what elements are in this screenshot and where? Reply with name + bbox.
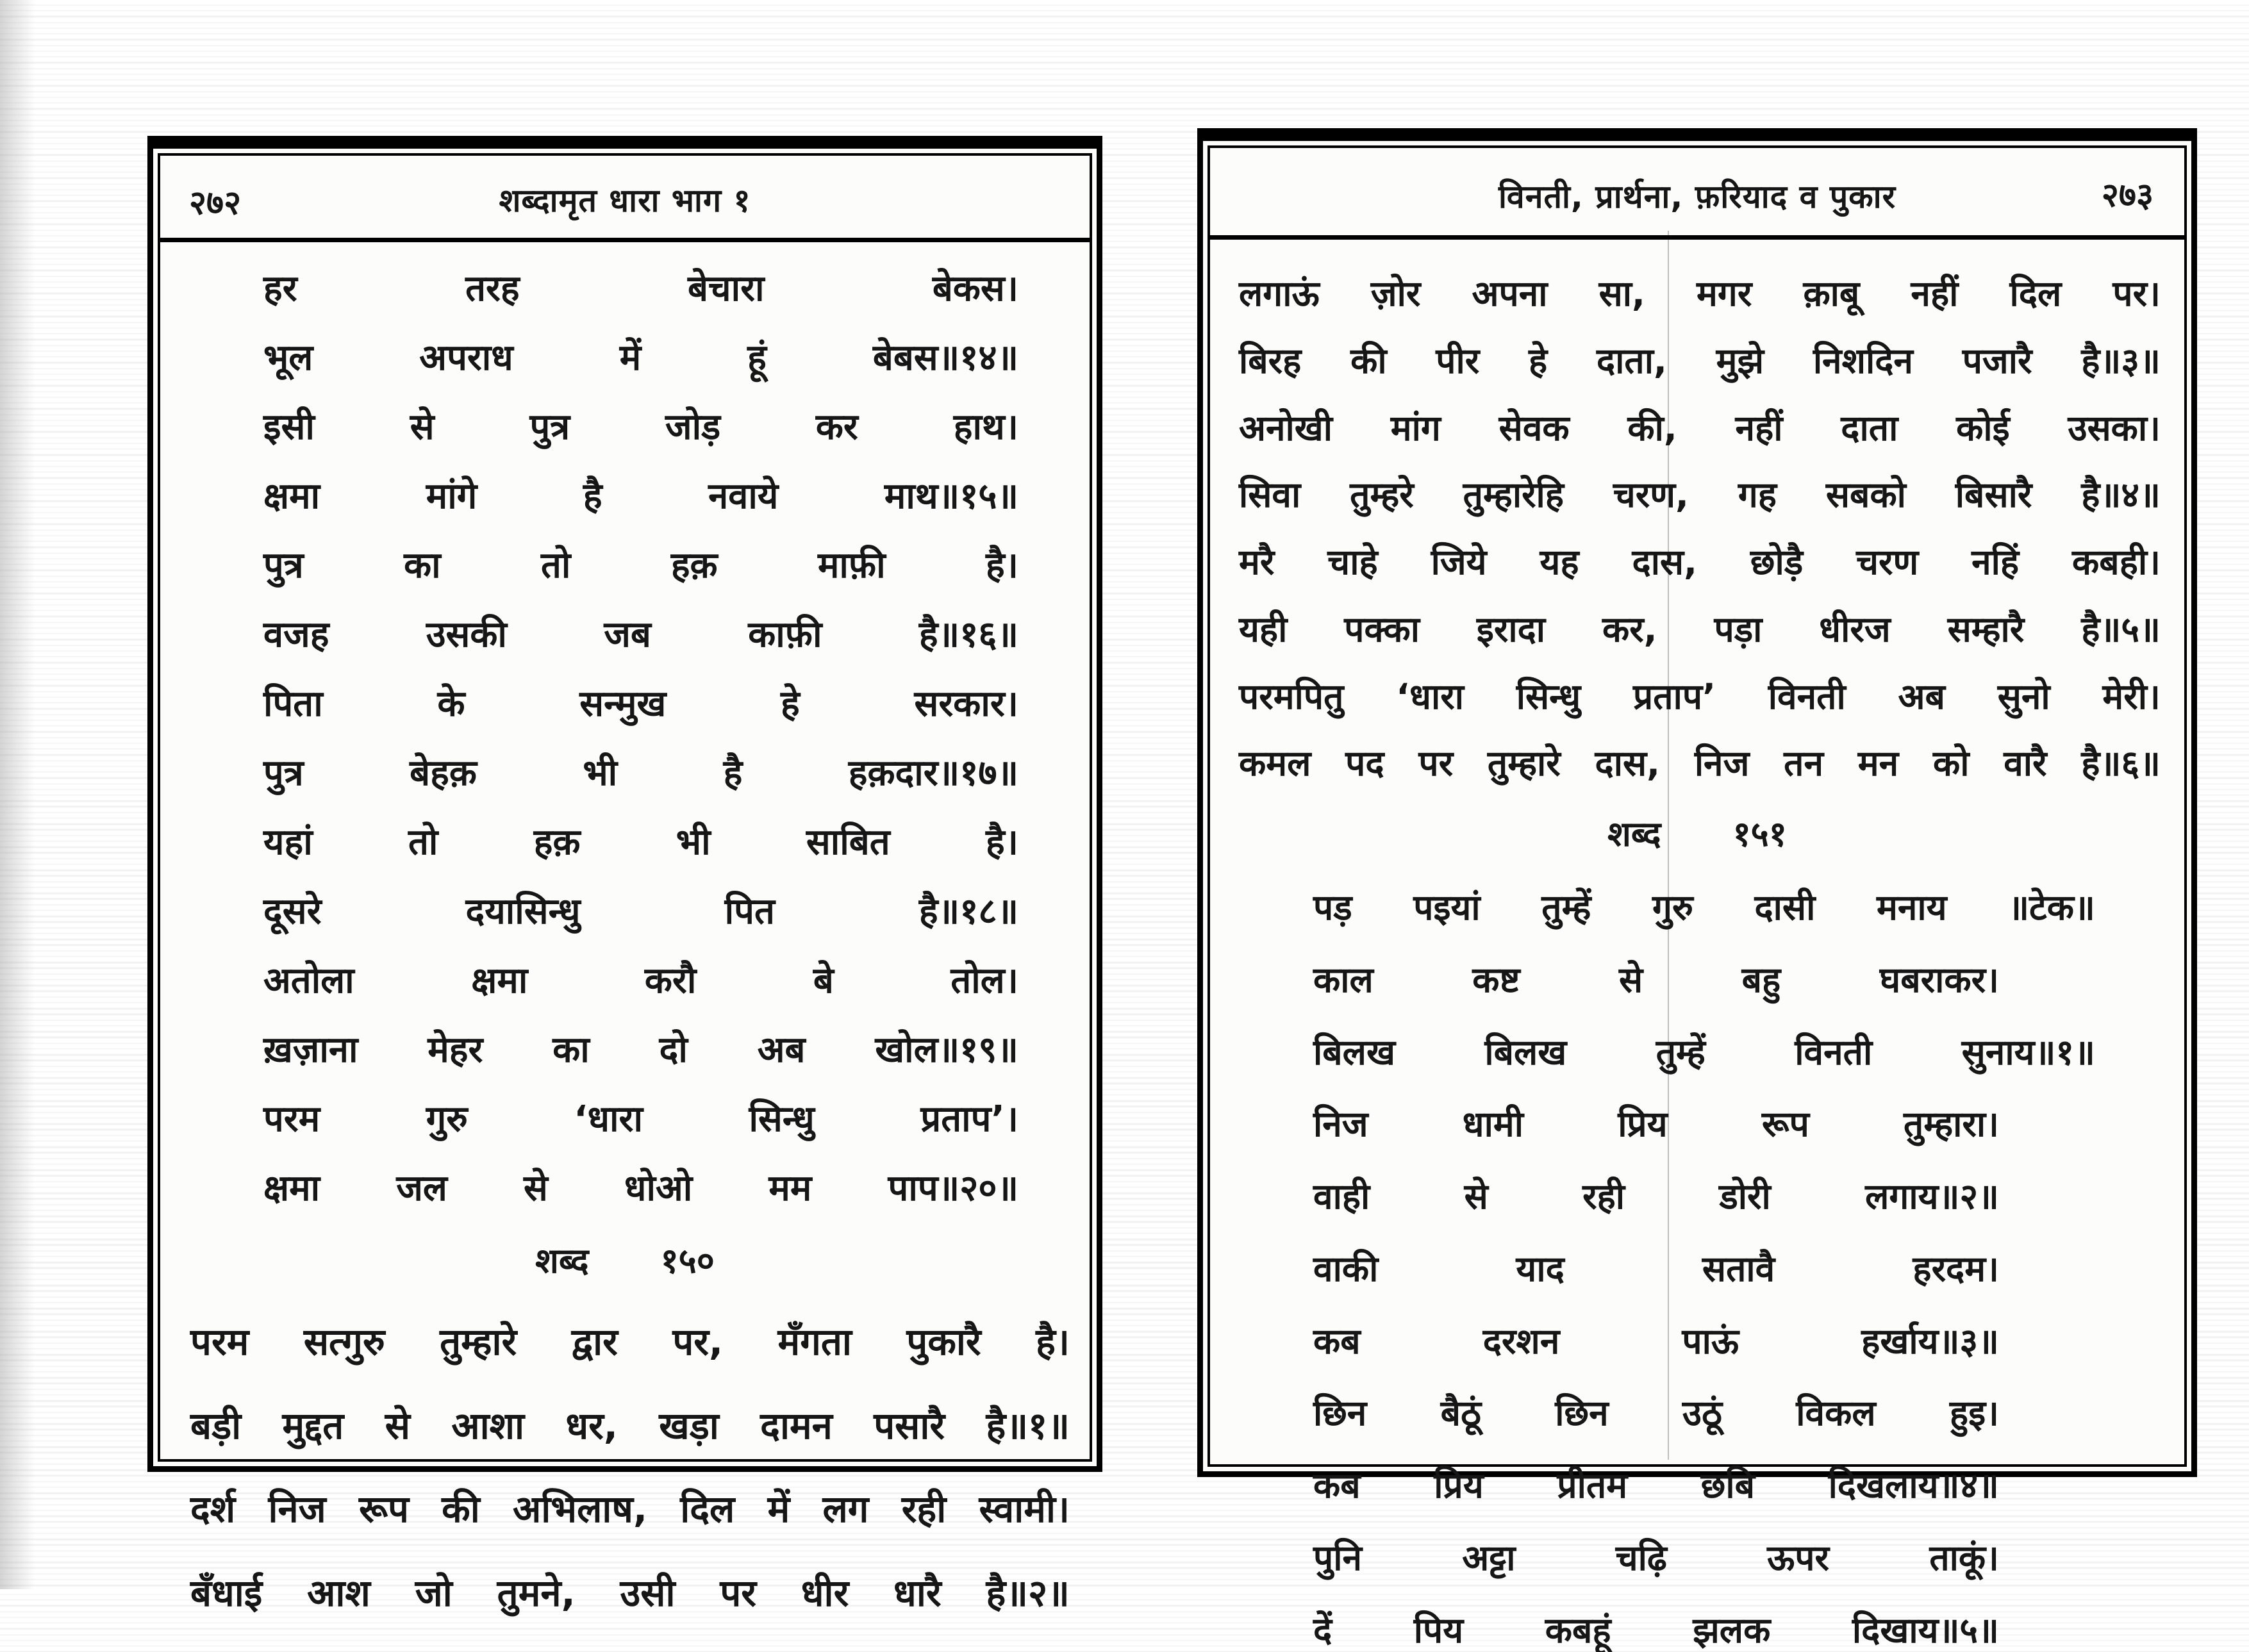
verse-line (1313, 1030, 2095, 1075)
verse-line (1239, 741, 2161, 786)
word: तुम्हरे (1350, 473, 1414, 517)
word: गह (1738, 473, 1777, 517)
verse-line (263, 959, 1018, 1004)
left-page-content (153, 242, 1097, 1488)
verse-line (1239, 406, 2161, 450)
word: सिन्धु (749, 1097, 815, 1142)
word: धर, (565, 1403, 617, 1450)
word: बेहक़ (410, 751, 477, 796)
word: लगाय॥२॥ (1865, 1175, 1999, 1219)
word: माफ़ी (818, 543, 886, 588)
word: दिल (680, 1486, 734, 1533)
word: विनती (1795, 1030, 1872, 1075)
word: सतावै (1702, 1247, 1775, 1291)
verse-line (263, 889, 1018, 934)
word: छबि (1701, 1464, 1755, 1508)
word: धीर (801, 1570, 849, 1617)
word: है॥१६॥ (919, 613, 1018, 657)
word: अपराध (419, 336, 513, 381)
word: है॥४॥ (2081, 473, 2161, 517)
word: लगाऊं (1239, 272, 1320, 316)
word: धीरज (1819, 607, 1890, 652)
verse-line (263, 474, 1018, 519)
verse-line (190, 1570, 1070, 1617)
word: मेहर (427, 1028, 483, 1073)
word: यहां (263, 820, 313, 865)
word: तुम्हारे (1488, 741, 1561, 786)
word: साबित (806, 820, 890, 865)
word: हूं (747, 336, 767, 381)
word: को (1933, 741, 1970, 786)
word: अनोखी (1239, 406, 1332, 450)
verse-line (263, 1166, 1018, 1211)
verse-line (263, 751, 1018, 796)
word: मनाय (1877, 886, 1947, 930)
word: मरै (1239, 540, 1274, 584)
word: तो (408, 820, 438, 865)
word: वजह (263, 613, 329, 657)
word: इसी (263, 405, 315, 450)
word: है॥२॥ (986, 1570, 1069, 1617)
word: है। (986, 543, 1018, 588)
word: बिरह (1239, 339, 1301, 383)
word: सम्हारै (1948, 607, 2025, 652)
word: दामन (760, 1403, 833, 1450)
word: पर (720, 1570, 756, 1617)
verse-line (1239, 675, 2161, 719)
word: कबहूं (1545, 1608, 1611, 1652)
word: चढ़ि (1616, 1536, 1667, 1580)
shabda-number: १५१ (1733, 809, 1787, 856)
word: छिन (1555, 1391, 1608, 1435)
word: धोओ (624, 1166, 692, 1211)
word: सिवा (1239, 473, 1300, 517)
verse-section (153, 267, 1097, 1211)
word: कर, (1602, 607, 1657, 652)
verse-line (263, 336, 1018, 381)
word: दिल (2010, 272, 2062, 316)
word: मेरी। (2102, 675, 2160, 719)
word: तुम्हारेहि (1463, 473, 1564, 517)
word: हे (781, 682, 800, 727)
word: है॥३॥ (2081, 339, 2161, 383)
word: जल (396, 1166, 447, 1211)
left-page-header (160, 156, 1090, 242)
word: पजारै (1963, 339, 2032, 383)
word: कब (1313, 1319, 1361, 1364)
word: रूप (359, 1486, 409, 1533)
word: उसकी (426, 613, 507, 657)
word: दास, (1595, 741, 1661, 786)
word: दिखाय॥५॥ (1852, 1608, 1999, 1652)
word: पक्का (1344, 607, 1420, 652)
word: दिखलाय॥४॥ (1829, 1464, 1999, 1508)
word: मम (768, 1166, 811, 1211)
word: जिये (1431, 540, 1487, 584)
word: अभिलाष, (513, 1486, 647, 1533)
scan-edge-smudge (0, 0, 35, 1589)
left-page (147, 136, 1102, 1472)
word: भी (676, 820, 711, 865)
word: ॥टेक॥ (2008, 886, 2095, 930)
word: पिता (263, 682, 323, 727)
word: यही (1239, 607, 1287, 652)
word: का (552, 1028, 590, 1073)
word: प्रताप’ (1633, 675, 1716, 719)
word: सिन्धु (1516, 675, 1581, 719)
word: जो (415, 1570, 452, 1617)
word: धारै (893, 1570, 941, 1617)
word: पइयां (1413, 886, 1480, 930)
right-page (1197, 128, 2197, 1477)
word: रही (1582, 1175, 1625, 1219)
verse-line (1313, 1247, 1999, 1291)
word: परम (190, 1319, 249, 1366)
word: द्वार (572, 1319, 618, 1366)
word: दाता (1841, 406, 1898, 450)
verse-line (1313, 1536, 1999, 1580)
word: पुनि (1313, 1536, 1362, 1580)
word: रही (902, 1486, 947, 1533)
verse-line (1239, 272, 2161, 316)
shabda-heading (153, 1235, 1097, 1283)
word: दें (1313, 1608, 1332, 1652)
word: निज (1313, 1102, 1368, 1146)
verse-section (1203, 272, 2191, 786)
word: पुत्र (263, 751, 304, 796)
shabda-number: १५० (661, 1235, 715, 1283)
verse-line (263, 820, 1018, 865)
word: विकल (1796, 1391, 1875, 1435)
word: काल (1313, 958, 1373, 1002)
word: हरदम। (1913, 1247, 1999, 1291)
word: गुरु (426, 1097, 468, 1142)
word: प्रिय (1618, 1102, 1667, 1146)
word: हर्खाय॥३॥ (1861, 1319, 1999, 1364)
word: भूल (263, 336, 313, 381)
word: की, (1627, 406, 1677, 450)
word: बहु (1742, 958, 1781, 1002)
word: उसका। (2068, 406, 2161, 450)
word: में (768, 1486, 790, 1533)
word: बेचारा (688, 267, 764, 311)
word: हुइ। (1950, 1391, 1999, 1435)
word: पड़ा (1714, 607, 1762, 652)
right-page-header (1210, 148, 2184, 240)
word: बिलख (1484, 1030, 1566, 1075)
verse-line (1313, 1102, 1999, 1146)
word: कब (1313, 1464, 1361, 1508)
word: के (438, 682, 465, 727)
word: हाथ। (954, 405, 1018, 450)
word: नहिं (1971, 540, 2019, 584)
word: पुकारै (906, 1319, 981, 1366)
right-page-title: विनती, प्रार्थना, फ़रियाद व पुकार (1210, 174, 2184, 217)
word: है। (1036, 1319, 1070, 1366)
word: मुझे (1716, 339, 1764, 383)
word: खोल॥१९॥ (875, 1028, 1018, 1073)
word: हक़ (534, 820, 581, 865)
word: हक़ (671, 543, 718, 588)
word: धामी (1463, 1102, 1523, 1146)
word: दूसरे (263, 889, 322, 934)
word: से (524, 1166, 548, 1211)
word: जोड़ (665, 405, 720, 450)
word: बिलख (1313, 1030, 1395, 1075)
verse-line (1313, 886, 2095, 930)
word: बे (813, 959, 834, 1004)
word: सबको (1826, 473, 1906, 517)
word: तुम्हारा। (1904, 1102, 1999, 1146)
word: पुत्र (529, 405, 570, 450)
word: तरह (465, 267, 520, 311)
word: गुरु (1652, 886, 1693, 930)
word: से (1619, 958, 1643, 1002)
word: है॥१८॥ (919, 889, 1018, 934)
word: कष्ट (1472, 958, 1520, 1002)
verse-line (1313, 1175, 1999, 1219)
word: खड़ा (659, 1403, 719, 1450)
word: अब (758, 1028, 806, 1073)
word: चाहे (1327, 540, 1377, 584)
word: है (583, 474, 602, 519)
verse-section (153, 1319, 1097, 1616)
word: चरण (1856, 540, 1918, 584)
word: से (385, 1403, 410, 1450)
word: कर (816, 405, 858, 450)
word: जब (604, 613, 651, 657)
word: बड़ी (190, 1403, 241, 1450)
word: दर्श (190, 1486, 235, 1533)
word: विनती (1768, 675, 1846, 719)
word: पड़ (1313, 886, 1352, 930)
word: स्वामी। (979, 1486, 1070, 1533)
verse-line (190, 1319, 1070, 1366)
word: तुमने, (497, 1570, 576, 1617)
verse-line (263, 613, 1018, 657)
word: तुम्हें (1656, 1030, 1705, 1075)
word: ताकूं। (1929, 1536, 1999, 1580)
word: पुत्र (263, 543, 304, 588)
word: नहीं (1911, 272, 1958, 316)
word: माथ॥१५॥ (884, 474, 1018, 519)
word: काफ़ी (748, 613, 822, 657)
word: प्रीतम (1557, 1464, 1627, 1508)
word: है॥१॥ (986, 1403, 1070, 1450)
word: क्षमा (471, 959, 527, 1004)
word: प्रिय (1434, 1464, 1483, 1508)
word: सरकार। (915, 682, 1018, 727)
word: वाही (1313, 1175, 1370, 1219)
word: हे (1529, 339, 1547, 383)
word: मँगता (778, 1319, 852, 1366)
word: पर। (2112, 272, 2161, 316)
verse-line (263, 267, 1018, 311)
word: बेबस॥१४॥ (873, 336, 1018, 381)
word: सुनो (1998, 675, 2050, 719)
word: निज (268, 1486, 326, 1533)
verse-line (1313, 1464, 1999, 1508)
verse-line (1239, 473, 2161, 517)
verse-line (1239, 540, 2161, 584)
word: पर, (672, 1319, 723, 1366)
word: डोरी (1719, 1175, 1770, 1219)
word: कबही। (2072, 540, 2161, 584)
word: नहीं (1736, 406, 1783, 450)
word: पद (1345, 741, 1384, 786)
word: ऊपर (1767, 1536, 1829, 1580)
word: अट्टा (1462, 1536, 1515, 1580)
word: अपना (1472, 272, 1547, 316)
word: दासी (1754, 886, 1815, 930)
verse-line (1313, 1391, 1999, 1435)
word: निज (1695, 741, 1750, 786)
shabda-label: शब्द (535, 1235, 588, 1283)
word: तुम्हें (1541, 886, 1591, 930)
word: है। (986, 820, 1018, 865)
word: से (410, 405, 435, 450)
word: याद (1516, 1247, 1564, 1291)
word: ख़ज़ाना (263, 1028, 358, 1073)
verse-line (1313, 958, 1999, 1002)
word: ज़ोर (1371, 272, 1421, 316)
word: मुद्दत (283, 1403, 344, 1450)
word: वाकी (1313, 1247, 1378, 1291)
word: दयासिन्धु (466, 889, 581, 934)
word: है॥६॥ (2081, 741, 2161, 786)
word: तन (1784, 741, 1823, 786)
word: प्रताप’। (920, 1097, 1018, 1142)
shabda-label: शब्द (1607, 809, 1661, 856)
word: दाता, (1597, 339, 1667, 383)
word: कोई (1956, 406, 2010, 450)
word: दरशन (1483, 1319, 1560, 1364)
word: तोल। (950, 959, 1018, 1004)
right-page-number: २७३ (2102, 171, 2154, 217)
word: तुम्हारे (440, 1319, 517, 1366)
word: तो (541, 543, 570, 588)
verse-line (263, 1028, 1018, 1073)
word: सुनाय॥१॥ (1962, 1030, 2095, 1075)
word: में (620, 336, 642, 381)
word: परमपितु (1239, 675, 1343, 719)
word: पर (1418, 741, 1453, 786)
verse-line (263, 1097, 1018, 1142)
word: आश (307, 1570, 370, 1617)
word: मन (1858, 741, 1898, 786)
verse-section (1203, 886, 2191, 1652)
word: है॥५॥ (2081, 607, 2161, 652)
word: हक़दार॥१७॥ (849, 751, 1018, 796)
word: छोड़ै (1750, 540, 1803, 584)
word: से (1465, 1175, 1488, 1219)
word: कमल (1239, 741, 1311, 786)
word: दास, (1632, 540, 1697, 584)
word: क्षमा (263, 1166, 320, 1211)
verse-line (263, 543, 1018, 588)
word: की (442, 1486, 480, 1533)
left-page-title: शब्दामृत धारा भाग १ (160, 178, 1090, 221)
word: ‘धारा (1396, 675, 1464, 719)
word: पाऊं (1682, 1319, 1739, 1364)
word: क़ाबू (1803, 272, 1859, 316)
verse-line (263, 405, 1018, 450)
word: उठूं (1682, 1391, 1722, 1435)
word: नवाये (708, 474, 778, 519)
word: इरादा (1477, 607, 1545, 652)
word: अब (1898, 675, 1945, 719)
word: पीर (1436, 339, 1479, 383)
verse-line (1239, 339, 2161, 383)
word: वारै (2004, 741, 2046, 786)
word: झलक (1693, 1608, 1770, 1652)
left-page-number: २७२ (189, 179, 241, 224)
word: दो (660, 1028, 688, 1073)
word: चरण, (1613, 473, 1689, 517)
verse-line (1313, 1319, 1999, 1364)
word: है (724, 751, 743, 796)
word: यह (1539, 540, 1579, 584)
verse-line (190, 1486, 1070, 1533)
word: बैठूं (1441, 1391, 1481, 1435)
right-page-content (1203, 240, 2191, 1506)
word: मगर (1697, 272, 1752, 316)
word: मांगे (426, 474, 477, 519)
word: घबराकर। (1880, 958, 1999, 1002)
word: परम (263, 1097, 320, 1142)
word: आशा (451, 1403, 524, 1450)
word: की (1350, 339, 1387, 383)
verse-line (190, 1403, 1070, 1450)
word: मांग (1391, 406, 1441, 450)
word: अतोला (263, 959, 354, 1004)
word: पसारै (874, 1403, 945, 1450)
shabda-heading (1203, 809, 2191, 856)
verse-line (263, 682, 1018, 727)
word: निशदिन (1813, 339, 1913, 383)
word: पित (725, 889, 775, 934)
verse-line (1239, 607, 2161, 652)
word: सत्गुरु (304, 1319, 385, 1366)
verse-line (1313, 1608, 1999, 1652)
word: ‘धारा (574, 1097, 643, 1142)
word: छिन (1313, 1391, 1366, 1435)
word: करौ (645, 959, 696, 1004)
word: लग (822, 1486, 868, 1533)
word: क्षमा (263, 474, 320, 519)
word: उसी (620, 1570, 675, 1617)
word: सन्मुख (579, 682, 666, 727)
word: बिसारै (1955, 473, 2032, 517)
word: का (404, 543, 441, 588)
word: पाप॥२०॥ (888, 1166, 1018, 1211)
word: पिय (1414, 1608, 1463, 1652)
word: बँधाई (190, 1570, 262, 1617)
word: बेकस। (933, 267, 1018, 311)
word: सेवक (1499, 406, 1570, 450)
word: रूप (1762, 1102, 1809, 1146)
word: हर (263, 267, 297, 311)
word: भी (583, 751, 617, 796)
word: सा, (1599, 272, 1645, 316)
